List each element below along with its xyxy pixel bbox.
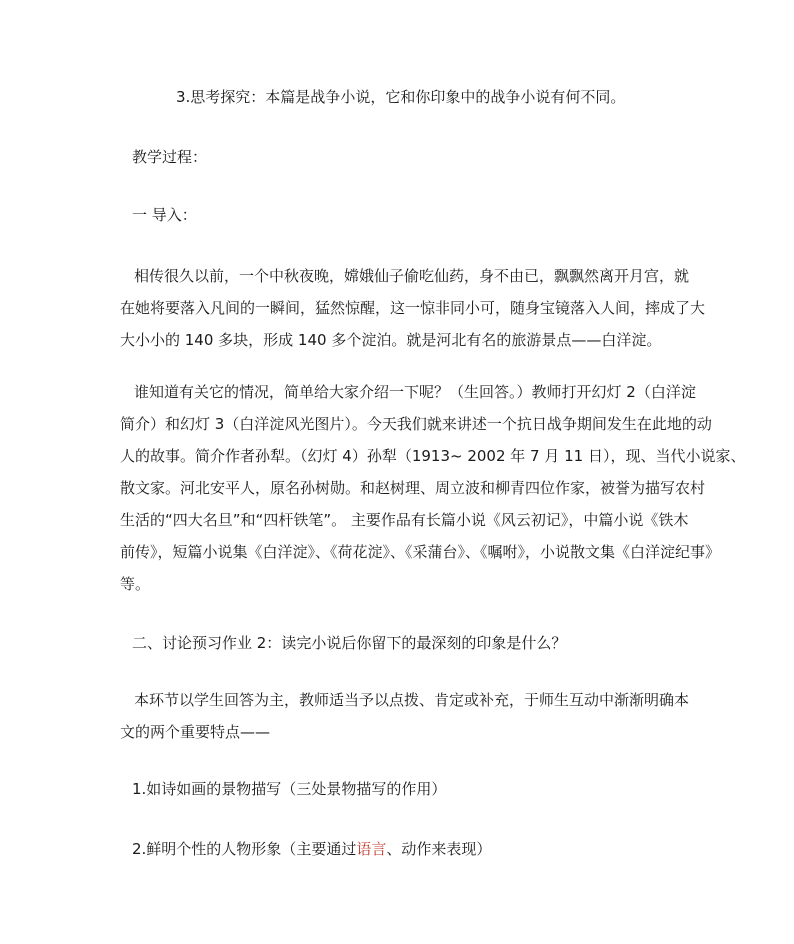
process-heading: 教学过程： [132,148,208,166]
discussion-line-1: 本环节以学生回答为主，教师适当予以点拨、肯定或补充，于师生互动中渐渐明确本 [134,691,690,709]
feature-point-2 [132,838,702,860]
author-line-3: 人的故事。简介作者孙犁。（幻灯 4）孙犁（1913~ 2002 年 7 月 11 日），现、当代小说家、 [120,447,746,465]
author-line-1: 谁知道有关它的情况，简单给大家介绍一下呢？（生回答。）教师打开幻灯 2（白洋淀 [134,383,696,401]
intro-line-2: 在她将要落入凡间的一瞬间，猛然惊醒，这一惊非同小可，随身宝镜落入人间，摔成了大 [120,299,706,317]
feature-point-2-post: 、动作来表现） [386,840,492,858]
feature-point-2-highlight: 语言 [356,840,387,858]
intro-line-1: 相传很久以前，一个中秋夜晚，嫦娥仙子偷吃仙药，身不由已，飘飘然离开月宫，就 [134,267,690,285]
think-question: 3.思考探究：本篇是战争小说，它和你印象中的战争小说有何不同。 [176,88,626,106]
intro-line-3: 大小小的 140 多块，形成 140 多个淀泊。就是河北有名的旅游景点——白洋淀。 [120,331,662,349]
discussion-heading: 二、讨论预习作业 2：读完小说后你留下的最深刻的印象是什么？ [132,634,567,652]
feature-point-2-pre: 2.鲜明个性的人物形象（主要通过 [132,840,357,858]
author-line-5: 生活的“四大名旦”和“四杆铁笔”。 主要作品有长篇小说《风云初记》，中篇小说《铁木 [120,511,689,529]
discussion-line-2: 文的两个重要特点—— [120,723,271,741]
intro-paragraph [120,260,706,356]
author-line-7: 等。 [120,575,151,593]
author-line-2: 简介）和幻灯 3（白洋淀风光图片）。今天我们就来讲述一个抗日战争期间发生在此地的动 [120,415,712,433]
author-line-4: 散文家。河北安平人，原名孙树勋。和赵树理、周立波和柳青四位作家，被誉为描写农村 [120,479,706,497]
discussion-paragraph [120,684,690,748]
feature-point-1: 1.如诗如画的景物描写（三处景物描写的作用） [132,780,447,798]
author-paragraph [120,376,746,600]
author-line-6: 前传》，短篇小说集《白洋淀》、《荷花淀》、《采蒲台》、《嘱咐》，小说散文集《白洋淀纪事》 [120,543,721,561]
intro-heading: 一 导入： [132,206,197,224]
